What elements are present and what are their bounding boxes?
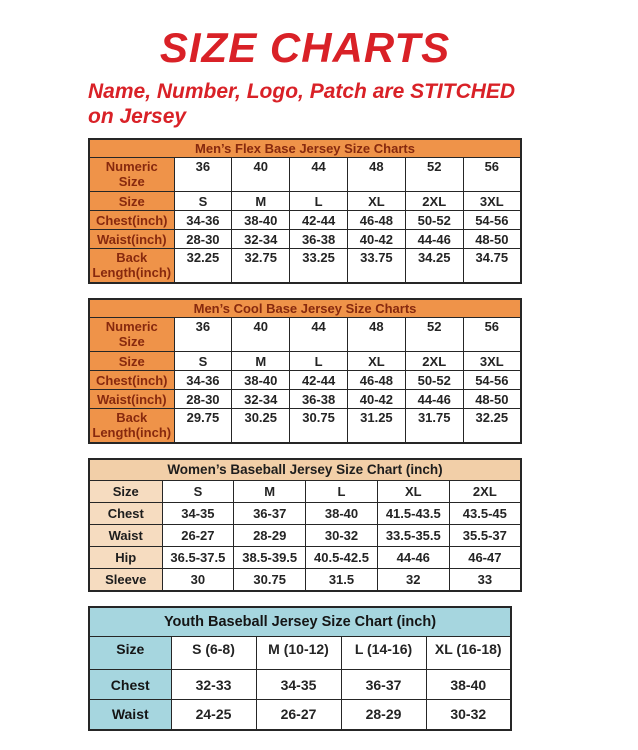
cell-value: S	[162, 481, 234, 503]
row-label: Size	[89, 192, 174, 211]
cell-value: 40	[232, 318, 290, 352]
row-label: Numeric Size	[89, 158, 174, 192]
cell-value: 36-37	[234, 503, 306, 525]
mens-flex-base-jersey-table	[88, 138, 522, 284]
row-label: Waist	[89, 525, 162, 547]
cell-value: 28-29	[341, 700, 426, 730]
row-label: Chest	[89, 670, 171, 700]
cell-value: 31.25	[347, 409, 405, 443]
cell-value: 36	[174, 158, 232, 192]
cell-value: 44-46	[405, 390, 463, 409]
cell-value: 38-40	[306, 503, 378, 525]
cell-value: 38-40	[426, 670, 511, 700]
cell-value: M (10-12)	[256, 637, 341, 670]
cell-value: 24-25	[171, 700, 256, 730]
table-row	[89, 409, 521, 443]
table-row	[89, 481, 521, 503]
row-label: Sleeve	[89, 569, 162, 591]
cell-value: 50-52	[405, 211, 463, 230]
cell-value: 52	[405, 318, 463, 352]
cell-value: 40	[232, 158, 290, 192]
cell-value: 30	[162, 569, 234, 591]
cell-value: 50-52	[405, 371, 463, 390]
row-label: Waist	[89, 700, 171, 730]
cell-value: 34-36	[174, 211, 232, 230]
table-row	[89, 318, 521, 352]
table-header-row	[89, 139, 521, 158]
cell-value: 56	[463, 318, 521, 352]
cell-value: 46-48	[347, 371, 405, 390]
cell-value: 28-30	[174, 230, 232, 249]
cell-value: 3XL	[463, 352, 521, 371]
table-row	[89, 700, 511, 730]
table-title: Youth Baseball Jersey Size Chart (inch)	[89, 607, 511, 637]
cell-value: 31.5	[306, 569, 378, 591]
cell-value: 36-37	[341, 670, 426, 700]
cell-value: 40-42	[347, 230, 405, 249]
table-row	[89, 249, 521, 283]
page-subtitle	[88, 80, 522, 130]
cell-value: 34-36	[174, 371, 232, 390]
cell-value: 34.75	[463, 249, 521, 283]
cell-value: 32-34	[232, 230, 290, 249]
cell-value: 48	[347, 158, 405, 192]
size-tables-container	[88, 138, 522, 731]
cell-value: XL (16-18)	[426, 637, 511, 670]
cell-value: 26-27	[256, 700, 341, 730]
row-label: Chest(inch)	[89, 211, 174, 230]
table-header-row	[89, 607, 511, 637]
cell-value: 42-44	[290, 371, 348, 390]
cell-value: 34-35	[162, 503, 234, 525]
cell-value: M	[232, 192, 290, 211]
table-row	[89, 569, 521, 591]
table-row	[89, 390, 521, 409]
cell-value: 32.25	[174, 249, 232, 283]
table-row	[89, 637, 511, 670]
row-label: Chest(inch)	[89, 371, 174, 390]
cell-value: 54-56	[463, 371, 521, 390]
cell-value: 54-56	[463, 211, 521, 230]
table-row	[89, 525, 521, 547]
cell-value: 38-40	[232, 211, 290, 230]
table-row	[89, 352, 521, 371]
row-label: Back Length(inch)	[89, 409, 174, 443]
cell-value: 26-27	[162, 525, 234, 547]
cell-value: 29.75	[174, 409, 232, 443]
size-charts-page	[88, 0, 522, 731]
table-title: Men’s Flex Base Jersey Size Charts	[89, 139, 521, 158]
cell-value: M	[234, 481, 306, 503]
cell-value: 43.5-45	[449, 503, 521, 525]
cell-value: 2XL	[449, 481, 521, 503]
cell-value: XL	[347, 192, 405, 211]
subtitle-line-1: Name, Number, Logo, Patch are STITCHED	[88, 80, 516, 104]
cell-value: S	[174, 352, 232, 371]
cell-value: S	[174, 192, 232, 211]
cell-value: 36	[174, 318, 232, 352]
row-label: Back Length(inch)	[89, 249, 174, 283]
cell-value: 32.75	[232, 249, 290, 283]
cell-value: M	[232, 352, 290, 371]
table-row	[89, 547, 521, 569]
cell-value: 48-50	[463, 390, 521, 409]
cell-value: 40-42	[347, 390, 405, 409]
cell-value: 32	[377, 569, 449, 591]
table-title: Women’s Baseball Jersey Size Chart (inch)	[89, 459, 521, 481]
cell-value: 32-34	[232, 390, 290, 409]
row-label: Waist(inch)	[89, 230, 174, 249]
cell-value: 32.25	[463, 409, 521, 443]
cell-value: 3XL	[463, 192, 521, 211]
cell-value: 56	[463, 158, 521, 192]
table-row	[89, 192, 521, 211]
mens-cool-base-jersey-table	[88, 298, 522, 444]
table-row	[89, 371, 521, 390]
row-label: Size	[89, 481, 162, 503]
cell-value: 2XL	[405, 352, 463, 371]
youth-baseball-jersey-table	[88, 606, 512, 731]
cell-value: 42-44	[290, 211, 348, 230]
cell-value: 28-30	[174, 390, 232, 409]
womens-baseball-jersey-table	[88, 458, 522, 592]
cell-value: L	[290, 352, 348, 371]
table-header-row	[89, 459, 521, 481]
cell-value: S (6-8)	[171, 637, 256, 670]
cell-value: 41.5-43.5	[377, 503, 449, 525]
table-row	[89, 670, 511, 700]
cell-value: L	[306, 481, 378, 503]
table-row	[89, 230, 521, 249]
cell-value: 44-46	[405, 230, 463, 249]
cell-value: 46-47	[449, 547, 521, 569]
row-label: Size	[89, 352, 174, 371]
table-row	[89, 211, 521, 230]
cell-value: 48	[347, 318, 405, 352]
row-label: Size	[89, 637, 171, 670]
row-label: Hip	[89, 547, 162, 569]
cell-value: 2XL	[405, 192, 463, 211]
subtitle-line-2: on Jersey	[88, 104, 187, 128]
cell-value: 34.25	[405, 249, 463, 283]
cell-value: XL	[347, 352, 405, 371]
cell-value: 46-48	[347, 211, 405, 230]
row-label: Numeric Size	[89, 318, 174, 352]
cell-value: 48-50	[463, 230, 521, 249]
cell-value: L (14-16)	[341, 637, 426, 670]
cell-value: 33.75	[347, 249, 405, 283]
cell-value: 33.25	[290, 249, 348, 283]
cell-value: 36-38	[290, 390, 348, 409]
cell-value: 44	[290, 158, 348, 192]
cell-value: 44	[290, 318, 348, 352]
cell-value: 36.5-37.5	[162, 547, 234, 569]
row-label: Waist(inch)	[89, 390, 174, 409]
cell-value: 36-38	[290, 230, 348, 249]
cell-value: 44-46	[377, 547, 449, 569]
table-row	[89, 158, 521, 192]
row-label: Chest	[89, 503, 162, 525]
cell-value: 38-40	[232, 371, 290, 390]
table-header-row	[89, 299, 521, 318]
cell-value: 33	[449, 569, 521, 591]
cell-value: L	[290, 192, 348, 211]
table-row	[89, 503, 521, 525]
cell-value: 30.25	[232, 409, 290, 443]
page-title: SIZE CHARTS	[159, 24, 451, 71]
cell-value: 30-32	[306, 525, 378, 547]
cell-value: 34-35	[256, 670, 341, 700]
cell-value: 52	[405, 158, 463, 192]
cell-value: 30.75	[234, 569, 306, 591]
cell-value: 33.5-35.5	[377, 525, 449, 547]
table-title: Men’s Cool Base Jersey Size Charts	[89, 299, 521, 318]
cell-value: 35.5-37	[449, 525, 521, 547]
cell-value: 30-32	[426, 700, 511, 730]
cell-value: 28-29	[234, 525, 306, 547]
cell-value: 38.5-39.5	[234, 547, 306, 569]
cell-value: 40.5-42.5	[306, 547, 378, 569]
cell-value: XL	[377, 481, 449, 503]
cell-value: 30.75	[290, 409, 348, 443]
cell-value: 32-33	[171, 670, 256, 700]
cell-value: 31.75	[405, 409, 463, 443]
